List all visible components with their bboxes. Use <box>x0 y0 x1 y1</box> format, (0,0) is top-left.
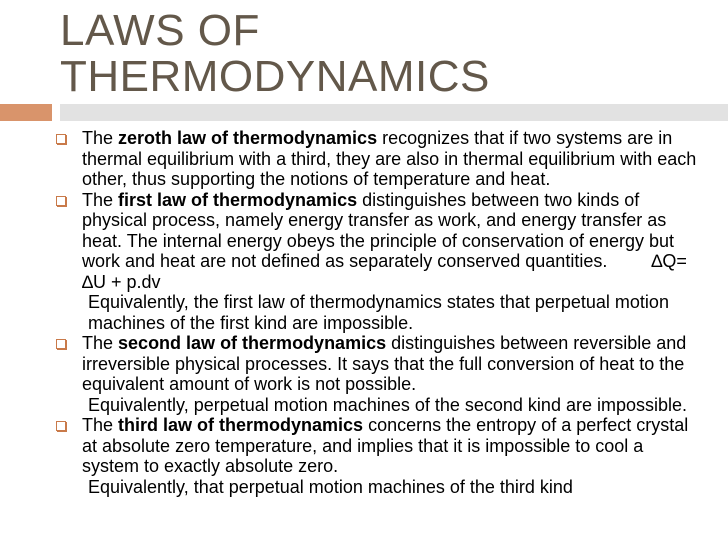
title-line-1: LAWS OF <box>60 6 260 55</box>
bullet-second-law <box>60 333 700 395</box>
slide-body <box>60 128 700 497</box>
title-accent-bar <box>0 104 52 121</box>
bullet-zeroth-law <box>60 128 700 190</box>
first-law-continuation: Equivalently, the first law of thermodynamics states that perpetual motion machines of the first kind are impossible. <box>88 292 669 333</box>
bullet-text-pre: The <box>82 189 119 210</box>
bullet-bold-term: zeroth law of thermodynamics <box>118 128 378 148</box>
bullet-third-law <box>60 415 700 477</box>
bullet-text-pre: The <box>82 415 119 435</box>
bullet-bold-term: second law of thermodynamics <box>118 333 387 353</box>
bullet-text-post: distinguishes between reversible and irreversible physical processes. It says that the full conversion of heat to the equivalent amount of work is not possible. <box>82 333 687 394</box>
bullet-bold-term: first law of thermodynamics <box>118 189 358 210</box>
bullet-text-post: distinguishes between two kinds of physical process, namely energy transfer as work, and energy transfer as heat. The internal energy obeys the principle of conservation of energy but work and heat are not defined as separately conserved quantities. <box>82 189 675 271</box>
hollow-square-bullet-icon <box>56 421 66 431</box>
bullet-text-post: concerns the entropy of a perfect crystal at absolute zero temperature, and implies that it is impossible to cool a system to exactly absolute zero. <box>82 415 689 476</box>
bullet-text-pre: The <box>82 333 119 353</box>
bullet-text-pre: The <box>82 128 119 148</box>
hollow-square-bullet-icon <box>56 134 66 144</box>
first-law-formula: ∆Q= ∆U + p.dv <box>82 251 687 292</box>
slide-title <box>60 8 490 100</box>
bullet-bold-term: third law of thermodynamics <box>118 415 364 435</box>
hollow-square-bullet-icon <box>56 339 66 349</box>
bullet-first-law <box>60 190 700 293</box>
bullet-text-post: recognizes that if two systems are in thermal equilibrium with a third, they are also in thermal equilibrium with each other, thus supporting the notions of temperature and heat. <box>82 128 697 189</box>
title-divider-bar <box>60 104 728 121</box>
third-law-continuation: Equivalently, that perpetual motion machines of the third kind <box>88 476 573 497</box>
hollow-square-bullet-icon <box>56 196 66 206</box>
title-line-2: THERMODYNAMICS <box>60 52 490 101</box>
second-law-continuation: Equivalently, perpetual motion machines of the second kind are impossible. <box>88 394 688 415</box>
